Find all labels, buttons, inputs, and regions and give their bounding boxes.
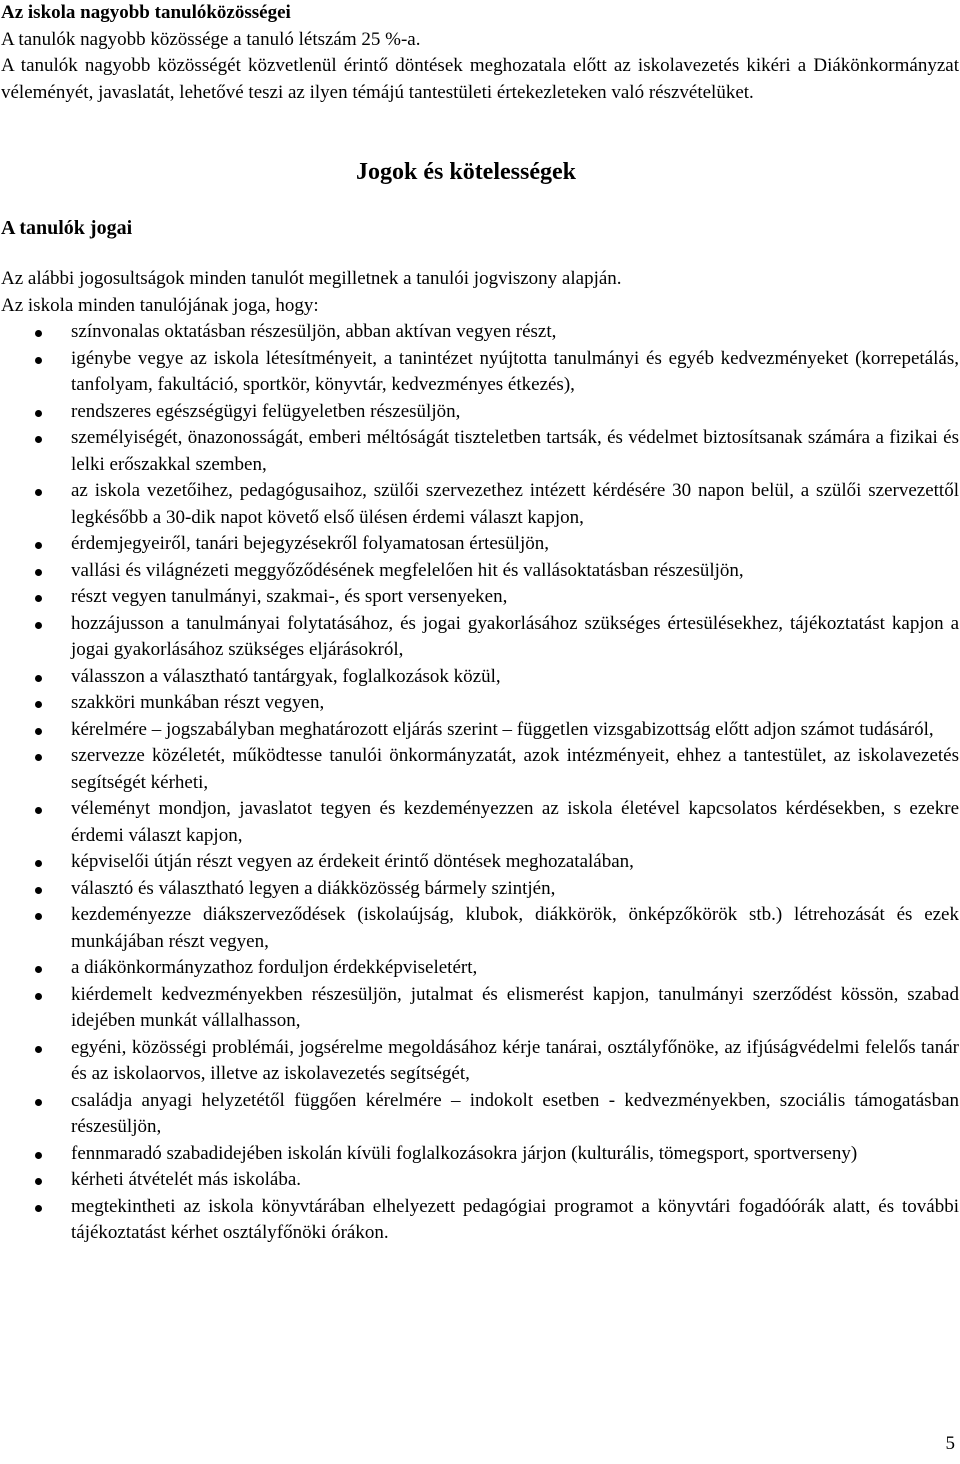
list-item	[1, 743, 959, 796]
bullet-icon	[35, 860, 42, 867]
list-item	[1, 399, 959, 426]
list-item	[1, 1194, 959, 1247]
bullet-icon	[35, 569, 42, 576]
bullet-icon	[35, 1099, 42, 1106]
list-item-text: színvonalas oktatásban részesüljön, abban aktívan vegyen részt,	[71, 321, 557, 342]
bullet-icon	[35, 675, 42, 682]
list-item	[1, 584, 959, 611]
bullet-icon	[35, 489, 42, 496]
document-page	[1, 0, 959, 106]
list-item-text: kezdeményezze diákszerveződések (iskolaújság, klubok, diákkörök, önképzőkörök stb.) létrehozását és ezek munkájában részt vegyen,	[71, 904, 959, 952]
list-item-text: válasszon a választható tantárgyak, foglalkozások közül,	[71, 665, 501, 687]
section-line: A tanulók nagyobb közössége a tanuló létszám 25 %-a.	[1, 28, 421, 50]
bullet-icon	[35, 542, 42, 549]
list-item	[1, 717, 959, 744]
list-item	[1, 425, 959, 478]
main-heading: Jogok és kötelességek	[356, 159, 576, 185]
list-item-text: megtekintheti az iskola könyvtárában elhelyezett pedagógiai programot a könyvtári fogadóórák alatt, és további tájékoztatást kérhet osztályfőnöki órákon.	[71, 1195, 959, 1243]
list-item	[1, 1088, 959, 1141]
list-item-text: kérelmére – jogszabályban meghatározott eljárás szerint – független vizsgabizottság előtt adjon számot tudásáról,	[71, 718, 934, 740]
list-item	[1, 982, 959, 1035]
list-item	[1, 1035, 959, 1088]
intro-text: Az alábbi jogosultságok minden tanulót megilletnek a tanulói jogviszony alapján.	[1, 268, 622, 289]
list-item-text: igénybe vegye az iskola létesítményeit, a tanintézet nyújtotta tanulmányi és egyéb kedvezményeket (korrepetálás, tanfolyam, fakultáció, sportkör, könyvtár, kedvezményes étkezés),	[71, 347, 959, 395]
list-item-text: kérheti átvételét más iskolába.	[71, 1169, 302, 1190]
list-item-text: személyiségét, önazonosságát, emberi méltóságát tiszteletben tartsák, és védelmet biztosítsanak számára a fizikai és lelki erőszakkal szemben,	[71, 427, 959, 475]
list-item-text: választó és választható legyen a diákközösség bármely szintjén,	[71, 877, 556, 899]
list-item	[1, 531, 959, 558]
bullet-icon	[35, 436, 42, 443]
list-item-text: szakköri munkában részt vegyen,	[71, 692, 325, 713]
list-item-text: részt vegyen tanulmányi, szakmai-, és sport versenyeken,	[71, 586, 508, 607]
list-item-text: fennmaradó szabadidejében iskolán kívüli foglalkozásokra járjon (kulturális, tömegsport, sportverseny)	[71, 1142, 858, 1164]
bullet-icon	[35, 1205, 42, 1212]
bullet-icon	[35, 410, 42, 417]
bullet-icon	[35, 754, 42, 761]
bullet-icon	[35, 966, 42, 973]
list-item	[1, 876, 959, 903]
list-item-text: véleményt mondjon, javaslatot tegyen és kezdeményezzen az iskola életével kapcsolatos kérdésekben, s ezekre érdemi választ kapjon,	[71, 798, 959, 846]
list-item-text: kiérdemelt kedvezményekben részesüljön, jutalmat és elismerést kapjon, tanulmányi szerződést kössön, szabad idejében munkát vállalhasson,	[71, 983, 959, 1031]
section-heading: Az iskola nagyobb tanulóközösségei	[1, 2, 291, 23]
bullet-icon	[35, 330, 42, 337]
bullet-icon	[35, 701, 42, 708]
list-item	[1, 346, 959, 399]
list-item-text: képviselői útján részt vegyen az érdekeit érintő döntések meghozatalában,	[71, 851, 634, 872]
bullet-icon	[35, 1046, 42, 1053]
list-item-text: érdemjegyeiről, tanári bejegyzésekről folyamatosan értesüljön,	[71, 533, 549, 554]
list-item	[1, 690, 959, 717]
list-item	[1, 849, 959, 876]
list-item-text: családja anyagi helyzetétől függően kérelmére – indokolt esetben - kedvezményekben, szociális támogatásban részesüljön,	[71, 1089, 959, 1137]
list-item	[1, 955, 959, 982]
bullet-icon	[35, 887, 42, 894]
list-item-text: a diákönkormányzathoz forduljon érdekképviseletért,	[71, 957, 478, 978]
list-item	[1, 611, 959, 664]
bullet-icon	[35, 913, 42, 920]
list-item	[1, 1167, 959, 1194]
bullet-icon	[35, 1152, 42, 1159]
bullet-icon	[35, 595, 42, 602]
list-item	[1, 796, 959, 849]
list-item-text: az iskola vezetőihez, pedagógusaihoz, szülői szervezethez intézett kérdésére 30 napon belül, a szülői szervezettől legkésőbb a 30-dik napot követő első ülésen érdemi választ kapjon,	[71, 480, 959, 528]
list-item-text: hozzájusson a tanulmányai folytatásához, és jogai gyakorlásához szükséges értesülésekhez, tájékoztatást kapjon a jogai gyakorlásához szükséges eljárásokról,	[71, 612, 959, 660]
list-item	[1, 319, 959, 346]
list-item	[1, 478, 959, 531]
list-item	[1, 902, 959, 955]
section-paragraph: A tanulók nagyobb közösségét közvetlenül érintő döntések meghozatala előtt az iskolavezetés kikéri a Diákönkormányzat véleményét, javaslatát, lehetővé teszi az ilyen témájú tantestületi értekezleteken való részvételüket.	[1, 55, 959, 103]
bullet-icon	[35, 622, 42, 629]
rights-list	[1, 319, 959, 1247]
list-item	[1, 1141, 959, 1168]
lead-text: Az iskola minden tanulójának joga, hogy:	[1, 294, 319, 316]
list-item-text: vallási és világnézeti meggyőződésének megfelelően hit és vallásoktatásban részesüljön,	[71, 559, 744, 581]
page-number: 5	[945, 1433, 955, 1454]
list-item	[1, 664, 959, 691]
bullet-icon	[35, 728, 42, 735]
list-item	[1, 558, 959, 585]
bullet-icon	[35, 993, 42, 1000]
list-item-text: egyéni, közösségi problémái, jogsérelme megoldásához kérje tanárai, osztályfőnöke, az ifjúságvédelmi felelős tanár és az iskolaorvos, illetve az iskolavezetés segítségét,	[71, 1036, 959, 1084]
list-item-text: szervezze közéletét, működtesse tanulói önkormányzatát, azok intézményeit, ehhez a tantestület, az iskolavezetés segítségét kérheti,	[71, 745, 959, 793]
rights-body	[1, 266, 959, 1247]
rights-heading: A tanulók jogai	[1, 217, 133, 239]
bullet-icon	[35, 357, 42, 364]
bullet-icon	[35, 807, 42, 814]
list-item-text: rendszeres egészségügyi felügyeletben részesüljön,	[71, 400, 461, 422]
bullet-icon	[35, 1178, 42, 1185]
